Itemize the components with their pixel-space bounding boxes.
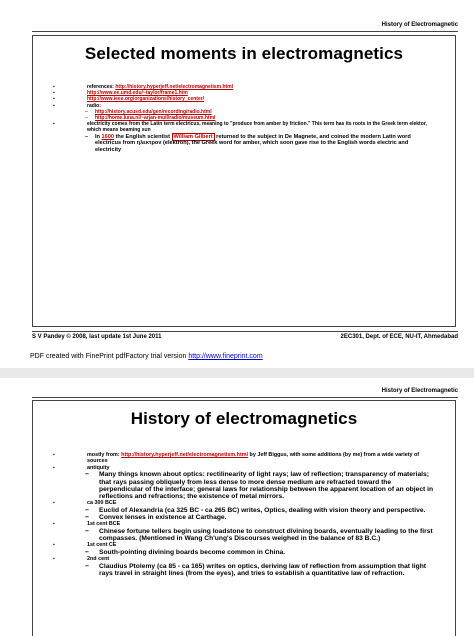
dash-icon: –	[85, 115, 88, 122]
page-gap	[0, 368, 474, 378]
event-item: – South-pointing divining boards become common in China.	[85, 548, 286, 556]
bullet-icon: ▪	[53, 102, 55, 109]
bullet-icon: ▪	[53, 452, 55, 458]
era-item: ▪ 1st cent CE	[53, 542, 117, 549]
slide-content	[53, 84, 435, 154]
dash-icon: –	[85, 108, 88, 115]
bullet-icon: ▪	[53, 464, 55, 471]
ieee-link[interactable]: http://www.ieee.org/organizations/history_center/	[87, 96, 205, 103]
era-item: ▪ antiquity	[53, 464, 110, 471]
event-item: – Many things known about optics: rectilinearity of light rays; law of reflection; transparency of materials; that rays passing obliquely from less dense to more dense medium are refracted toward the perpendicular of the interface; general laws for relationship between the apparent location of an object in reflections and refractions; the existence of metal mirrors.	[85, 471, 434, 501]
gilbert-item: – In 1600 the English scientist William Gilbert returned to the subject in De Magnete, and coined the modern Latin word electricus from ηλεκτρον (elektron), the Greek word for amber, which soon gave rise to the English words electric and electricity	[85, 133, 411, 154]
era-item: ▪ ca 300 BCE	[53, 500, 117, 507]
dash-icon: –	[85, 471, 89, 479]
fineprint-link[interactable]: http://www.fineprint.com	[188, 353, 263, 360]
bullet-icon: ▪	[53, 500, 55, 507]
event-item: – Convex lenses in existence at Carthage.	[85, 514, 227, 522]
dash-icon: –	[85, 133, 89, 140]
header-rule	[32, 31, 458, 32]
bullet-icon: ▪	[53, 96, 55, 103]
dash-icon: –	[85, 562, 89, 570]
bullet-icon: ▪	[53, 84, 55, 90]
event-item: – Euclid of Alexandria (ca 325 BC - ca 265 BC) writes, Optics, dealing with vision theory and perspective.	[85, 506, 426, 514]
slide-frame	[32, 400, 456, 636]
references-link[interactable]: http://history.hyperjeff.net/electromagnetism.html	[115, 84, 234, 90]
slide-frame	[32, 35, 456, 327]
slide-content	[53, 452, 435, 577]
era-item: ▪ 1st cent BCE	[53, 521, 121, 528]
umd-link[interactable]: http://www.ee.umd.edu/~taylor/frame1.htm	[87, 90, 188, 97]
radio-link-1[interactable]: http://history.acusd.edu/gen/recording/radio.html	[95, 108, 212, 115]
source-item: ▪ mostly from: http://history.hyperjeff.net/electromagnetism.html by Jeff Biggus, with some additions (by me) from a wide variety of sources	[53, 452, 420, 465]
dash-icon: –	[85, 527, 89, 535]
radio-item: ▪ radio:	[53, 102, 101, 109]
pdf-notice: PDF created with FinePrint pdfFactory trial version http://www.fineprint.com	[30, 353, 263, 360]
year-highlight: 1600	[101, 133, 114, 140]
slide-header: History of Electromagnetic	[381, 388, 458, 394]
slide-header: History of Electromagnetic	[381, 22, 458, 28]
slide-title: History of electromagnetics	[130, 409, 358, 428]
hyperjeff-link[interactable]: http://history.hyperjeff.net/electromagnetism.html	[121, 452, 249, 458]
slide-2	[0, 378, 474, 632]
radio-link-2[interactable]: http://home.luna.nl/~arjan-muil/radio/museum.html	[95, 115, 216, 122]
dash-icon: –	[85, 548, 89, 556]
footer-rule	[32, 331, 458, 332]
gilbert-highlight: William Gilbert	[173, 133, 213, 140]
header-rule	[32, 397, 458, 398]
footer-author: S V Pandey © 2008, last update 1st June 2011	[32, 334, 162, 340]
electricity-item: ▪ electricity comes from the Latin term electricus, meaning to "produce from amber by friction." This term has its roots in the Greek term elektor, which means beaming sun	[53, 121, 427, 134]
dash-icon: –	[85, 514, 89, 522]
footer-course: 2EC301, Dept. of ECE, NU-IT, Ahmedabad	[340, 334, 458, 340]
references-item: ▪ references: http://history.hyperjeff.net/electromagnetism.html	[53, 84, 234, 90]
bullet-icon: ▪	[53, 90, 55, 97]
bullet-icon: ▪	[53, 521, 55, 528]
bullet-icon: ▪	[53, 556, 55, 563]
event-item: – Chinese fortune tellers begin using loadstone to construct divining boards, eventually leading to the first compasses. (Mentioned in Wang Ch'ung's Discourses weighed in the balance of 83 B.C.)	[85, 527, 433, 543]
bullet-icon: ▪	[53, 121, 55, 128]
bullet-icon: ▪	[53, 542, 55, 549]
slide-title: Selected moments in electromagnetics	[84, 44, 404, 63]
dash-icon: –	[85, 506, 89, 514]
event-item: – Claudius Ptolemy (ca 85 - ca 165) writes on optics, deriving law of reflection from assumption that light rays travel in straight lines (from the eyes), and tries to establish a quantitative law of refraction.	[85, 562, 427, 577]
era-item: ▪ 2nd cent	[53, 556, 110, 563]
